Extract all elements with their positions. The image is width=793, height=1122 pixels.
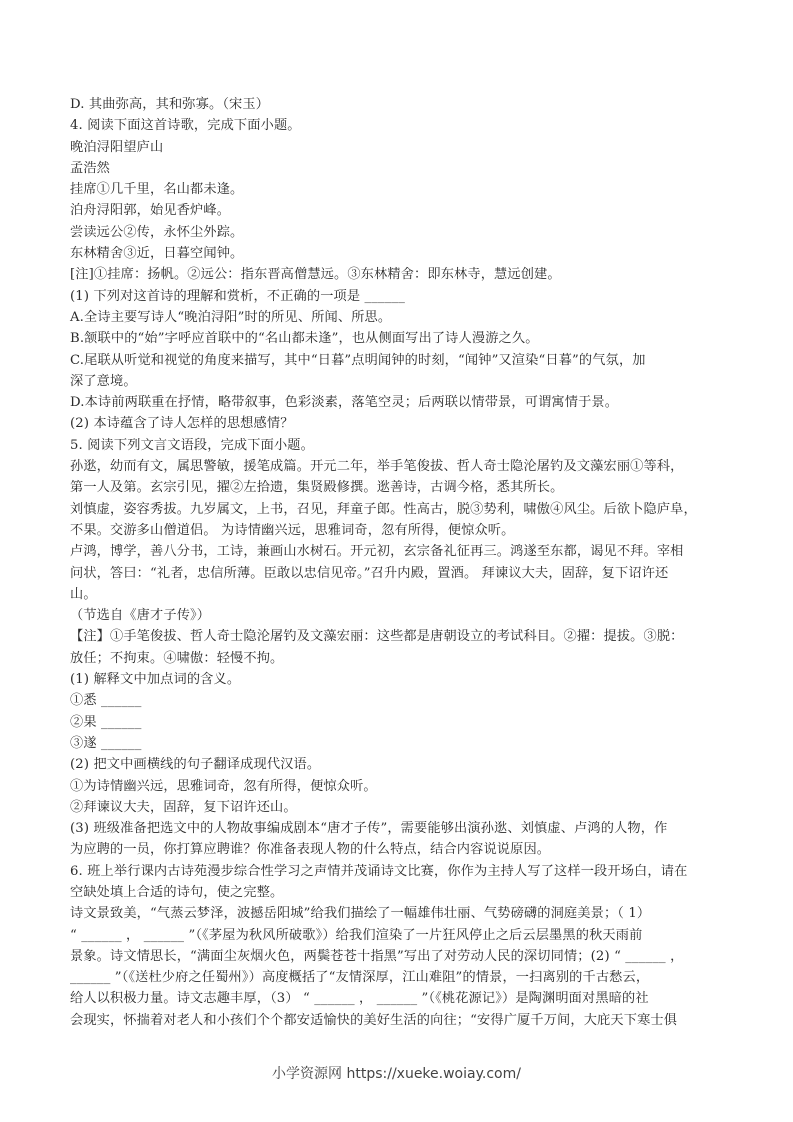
text-line: B.颔联中的“始”字呼应首联中的“名山都未逢”，也从侧面写出了诗人漫游之久。 [70,331,539,347]
text-line: ②拜谏议大夫，固辞，复下诏许还山。 [70,799,297,815]
text-line: （节选自《唐才子传》） [70,608,211,624]
text-line: ①为诗情幽兴远，思雅词奇，忽有所得，便惊众听。 [70,778,377,794]
text-line: 刘慎虚，姿容秀拔。九岁属文，上书，召见，拜童子郎。性高古，脱③势利，啸傲④风尘。后欲卜隐庐阜， [70,501,697,517]
text-line: 空缺处填上合适的诗句，使之完整。 [70,884,284,900]
text-line: 问状，答曰：“礼者，忠信所薄。臣敢以忠信见帝。”召升内殿，置酒。 拜谏议大夫，固辞，复下诏许还 [70,565,669,581]
text-line: A.全诗主要写诗人“晚泊浔阳”时的所见、所闻、所思。 [70,309,392,325]
text-line: 5. 阅读下列文言文语段，完成下面小题。 [70,437,314,453]
text-line: 【注】①手笔俊拔、哲人奇士隐沦屠钓及文藻宏丽：这些都是唐朝设立的考试科目。②擢：提拔。③脱： [70,629,684,645]
text-line: ②果 ______ [70,714,142,730]
text-line: (1) 下列对这首诗的理解和赏析，不正确的一项是 ______ [70,288,406,304]
text-line: ③遂 ______ [70,735,142,751]
text-line: 晚泊浔阳望庐山 [70,139,164,155]
text-line: 会现实，怀揣着对老人和小孩们个个都安适愉快的美好生活的向往；“安得广厦千万间，大庇天下寒士俱 [70,1012,678,1028]
text-line: “ ______ ， ______ ”（《茅屋为秋风所破歌》）给我们渲染了一片狂风停止之后云层墨黑的秋天雨前 [70,927,643,943]
text-line: 尝读远公②传，永怀尘外踪。 [70,224,244,240]
text-line: [注]①挂席：扬帆。②远公：指东晋高僧慧远。③东林精舍：即东林寺，慧远创建。 [70,267,561,283]
text-line: 卢鸿，博学，善八分书，工诗，兼画山水树石。开元初，玄宗备礼征再三。鸿遂至东都，谒见不拜。宰相 [70,544,684,560]
text-line: ______ ”（《送杜少府之任蜀州》）高度概括了“友情深厚，江山难阻”的情景，一扫离别的千古愁云， [70,970,650,986]
text-line: C.尾联从听觉和视觉的角度来描写，其中“日暮”点明闻钟的时刻，“闻钟”又渲染“日暮”的气氛，加 [70,352,646,368]
text-line: 放任；不拘束。④啸傲：轻慢不拘。 [70,650,284,666]
text-line: (2) 本诗蕴含了诗人怎样的思想感情？ [70,416,294,432]
text-line: 山。 [70,586,97,602]
text-line: D. 其曲弥高，其和弥寡。（宋玉） [70,97,270,112]
footer-watermark: 小学资源网 https://xueke.woiay.com/ [272,1066,521,1082]
text-line: 挂席①几千里，名山都未逢。 [70,182,244,198]
text-line: 6. 班上举行课内古诗苑漫步综合性学习之声情并茂诵诗文比赛，你作为主持人写了这样一段开场白，请在 [70,863,688,879]
document-body [70,94,726,1031]
text-line: 为应聘的一员，你打算应聘谁？你准备表现人物的什么特点，结合内容说说原因。 [70,842,551,858]
text-line: 给人以积极力量。诗文志趣丰厚，（3） “ ______ ， ______ ”（《桃花源记》）是陶渊明面对黑暗的社 [70,991,649,1007]
text-line: 第一人及第。玄宗引见，擢②左拾遗，集贤殿修撰。逖善诗，古调今格，悉其所长。 [70,480,564,496]
text-line: 孙逖，幼而有文，属思警敏，援笔成篇。开元二年，举手笔俊拔、哲人奇士隐沦屠钓及文藻宏丽①等科， [70,459,684,475]
text-line: 深了意境。 [70,373,137,389]
text-line: 诗文景致美，“气蒸云梦泽，波撼岳阳城”给我们描绘了一幅雄伟壮丽、气势磅礴的洞庭美景；（ 1） [70,906,651,922]
text-line: 4. 阅读下面这首诗歌，完成下面小题。 [70,118,301,134]
text-line: (2) 把文中画横线的句子翻译成现代汉语。 [70,757,321,773]
text-line: ①悉 ______ [70,693,142,709]
text-line: 东林精舍③近，日暮空闻钟。 [70,246,244,262]
text-line: 孟浩然 [70,160,111,176]
text-line: 泊舟浔阳郭，始见香炉峰。 [70,203,231,219]
text-line: 不果。交游多山僧道侣。 为诗情幽兴远，思雅词奇，忽有所得，便惊众听。 [70,522,515,538]
text-line: (1) 解释文中加点词的含义。 [70,672,241,688]
text-line: 景象。诗文情思长，“满面尘灰烟火色，两鬓苍苍十指黑”写出了对劳动人民的深切同情；(2) “ ______ ， [70,948,684,964]
text-line: D.本诗前两联重在抒情，略带叙事，色彩淡素，落笔空灵；后两联以情带景，可谓寓情于景。 [70,395,619,411]
text-line: (3) 班级准备把选文中的人物故事编成剧本“唐才子传”，需要能够出演孙逖、刘慎虚、卢鸿的人物，作 [70,821,668,837]
